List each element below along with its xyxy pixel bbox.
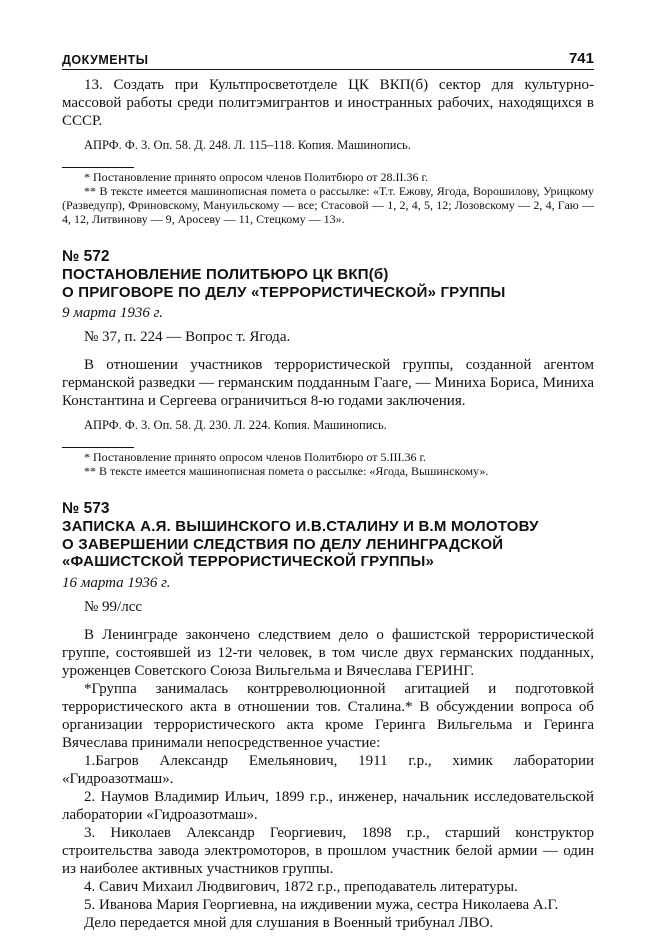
page-number: 741: [568, 50, 594, 67]
document-body-paragraph: Дело передается мной для слушания в Военный трибунал ЛВО.: [84, 914, 494, 931]
list-item: 3. Николаев Александр Георгиевич, 1898 г.р., старший конструктор строительства завода электромоторов, в прошлом участник белой армии — один из наиболее активных участников группы.: [62, 824, 594, 877]
document-body-paragraph: *Группа занималась контрреволюционной агитацией и подготовкой террористического акта в отношении тов. Сталина.* В обсуждении вопроса об организации террористического акта кроме Геринга Вильгельма и Геринга Вячеслава принимали непосредственное участие:: [62, 680, 594, 751]
document-title-line: О ЗАВЕРШЕНИИ СЛЕДСТВИЯ ПО ДЕЛУ ЛЕНИНГРАДСКОЙ: [62, 535, 504, 553]
footnote: * Постановление принято опросом членов Политбюро от 5.III.36 г.: [84, 450, 427, 464]
document-number: № 572: [62, 248, 110, 265]
document-date: 16 марта 1936 г.: [62, 574, 171, 591]
footnote: * Постановление принято опросом членов Политбюро от 28.II.36 г.: [84, 170, 429, 184]
document-title-line: О ПРИГОВОРЕ ПО ДЕЛУ «ТЕРРОРИСТИЧЕСКОЙ» ГРУППЫ: [62, 283, 506, 301]
list-item: 1.Багров Александр Емельянович, 1911 г.р., химик лаборатории «Гидроазотмаш».: [62, 752, 594, 787]
list-item: 4. Савич Михаил Людвигович, 1872 г.р., преподаватель литературы.: [84, 878, 518, 895]
list-item: 5. Иванова Мария Георгиевна, на иждивении мужа, сестра Николаева А.Г.: [84, 896, 559, 913]
footnote: ** В тексте имеется машинописная помета о рассылке: «Т.т. Ежову, Ягода, Ворошилову, Урицкому (Разведупр), Фриновскому, Мануильскому — все; Стасовой — 1, 2, 4, 5, 12; Лозовскому — 2, 4, Гаю — 4, 12, Литвинову — 9, Аросеву — 11, Стецкому — 13».: [62, 184, 594, 226]
running-header: [62, 50, 594, 70]
section-label: ДОКУМЕНТЫ: [62, 53, 149, 67]
item-13-paragraph: 13. Создать при Культпросветотделе ЦК ВКП(б) сектор для культурно-массовой работы среди политэмигрантов и иностранных рабочих, находящихся в СССР.: [62, 77, 594, 129]
document-date: 9 марта 1936 г.: [62, 305, 164, 321]
document-body-paragraph: В отношении участников террористической группы, созданной агентом германской разведки — германским подданным Гааге, — Миниха Бориса, Миниха Константина и Сергеева ограничиться 8-ю годами заключения.: [62, 357, 594, 409]
document-reference: № 37, п. 224 — Вопрос т. Ягода.: [84, 329, 291, 345]
document-reference: № 99/лсс: [84, 598, 143, 615]
list-item: 2. Наумов Владимир Ильич, 1899 г.р., инженер, начальник исследовательской лаборатории «Гидроазотмаш».: [62, 788, 594, 823]
footnote: ** В тексте имеется машинописная помета о рассылке: «Ягода, Вышинскому».: [84, 464, 489, 478]
archive-reference: АПРФ. Ф. 3. Оп. 58. Д. 248. Л. 115–118. Копия. Машинопись.: [84, 138, 411, 152]
document-body-paragraph: В Ленинграде закончено следствием дело о фашистской террористической группе, состоявшей из 12-ти человек, в том числе двух германских подданных, уроженцев Советского Союза Вильгельма и Вячеслава ГЕРИНГ.: [62, 626, 594, 679]
footnote-rule: [62, 167, 134, 168]
document-title-line: ЗАПИСКА А.Я. ВЫШИНСКОГО И.В.СТАЛИНУ И В.М МОЛОТОВУ: [62, 518, 539, 535]
document-title-line: ПОСТАНОВЛЕНИЕ ПОЛИТБЮРО ЦК ВКП(б): [62, 266, 389, 283]
document-title-line: «ФАШИСТСКОЙ ТЕРРОРИСТИЧЕСКОЙ ГРУППЫ»: [62, 553, 435, 570]
archive-reference: АПРФ. Ф. 3. Оп. 58. Д. 230. Л. 224. Копия. Машинопись.: [84, 418, 387, 432]
document-number: № 573: [62, 500, 110, 517]
footnote-rule: [62, 447, 134, 448]
document-page: [62, 50, 594, 932]
